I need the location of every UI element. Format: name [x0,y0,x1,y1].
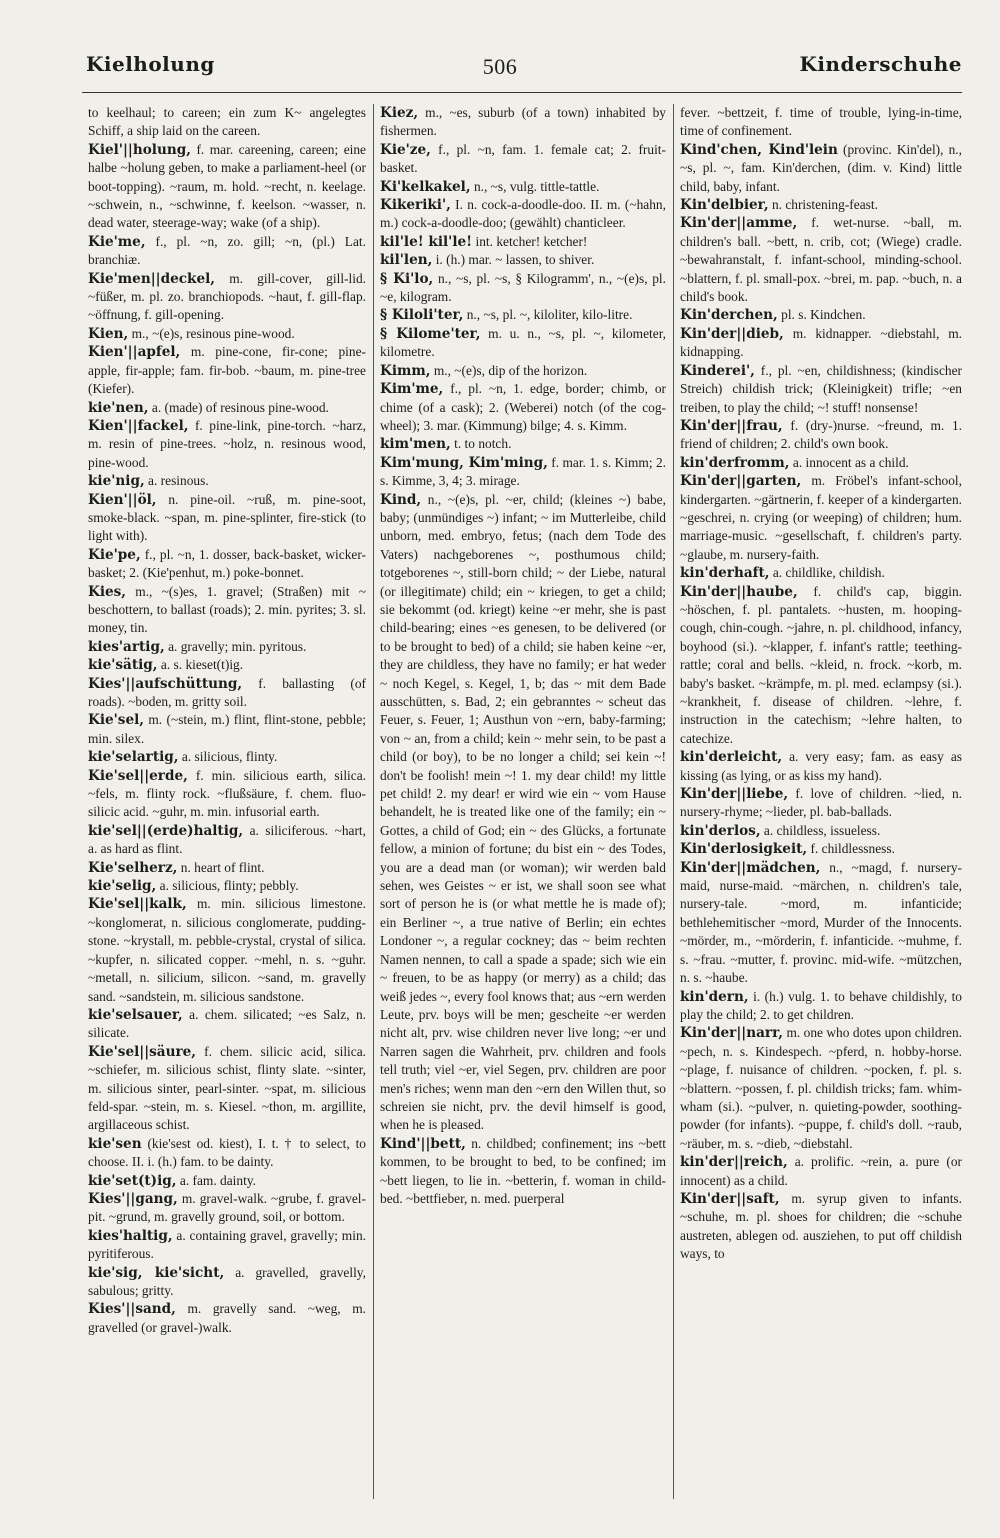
entry-definition: n., ~s, vulg. tittle-tattle. [473,178,600,194]
dictionary-entry [88,1227,366,1264]
headword: Kinderei', [680,362,755,379]
column-3 [680,104,962,1499]
headword: Kie'pe, [88,546,141,563]
headword: Kie'sel||erde, [88,767,188,784]
headword: Kin'derlosigkeit, [680,841,808,858]
dictionary-entry [680,583,962,749]
headword: kie'set(t)ig, [88,1172,177,1189]
headword: Kin'der||narr, [680,1025,783,1042]
entry-definition: I. n. cock-a-doodle-doo. II. m. (~hahn, m.) cock-a-doodle-doo; (gewählt) chanticleer. [380,197,666,231]
headword: Kiel'||holung, [88,141,191,158]
dictionary-entry [88,1043,366,1135]
dictionary-entry [680,840,962,858]
dictionary-entry [380,306,666,324]
entry-definition: n., ~s, pl. ~s, § Kilogramm', n., ~(e)s, pl. ~e, kilogram. [380,270,666,305]
dictionary-entry [680,1024,962,1153]
entry-definition: pl. s. Kindchen. [781,307,866,323]
dictionary-entry [680,362,962,417]
headword: kie'sel||(erde)haltig, [88,822,244,839]
dictionary-entry [380,270,666,307]
dictionary-entry [680,325,962,362]
headword: Kies, [88,583,127,600]
page-number: 506 [482,54,518,79]
entry-definition: f. min. silicious earth, silica. ~fels, m. flinty rock. ~flußsäure, f. chem. fluo-silicic acid. ~guhr, m. min. infusorial earth. [88,767,366,820]
headword: Kind'||bett, [380,1135,466,1152]
dictionary-entry [88,141,366,233]
headword: Kin'der||frau, [680,417,783,434]
headword: kies'artig, [88,638,165,655]
headword: kie'selsauer, [88,1006,183,1023]
headword: kin'derfromm, [680,454,790,471]
entry-definition: a. s. kieset(t)ig. [160,657,244,673]
entry-definition: f. wet-nurse. ~ball, m. children's ball. ~bett, n. crib, cot; (Wiege) cradle. ~bewahranstalt, f. infant-school, minding-school. ~blattern, f. pl. small-pox. ~brei, m. pap. ~buch, n. a child's book. [680,215,962,305]
dictionary-entry [680,859,962,988]
headword: Kin'der||dieb, [680,325,784,342]
entry-definition: t. to notch. [454,436,512,452]
entry-definition: a. siliciferous. ~hart, a. as hard as flint. [88,822,366,857]
column-2 [380,104,666,1499]
headword: Kie'selherz, [88,859,178,876]
headword: kin'derleicht, [680,749,783,766]
dictionary-entry [380,325,666,362]
dictionary-entry [88,1190,366,1227]
headword: Kin'der||garten, [680,473,802,490]
headword: Kiez, [380,105,419,121]
column-1 [88,104,366,1499]
dictionary-entry [88,1300,366,1337]
dictionary-entry [680,564,962,582]
entry-definition: f., pl. ~n, fam. 1. female cat; 2. fruit-basket. [380,141,666,176]
entry-definition: m. kidnapper. ~diebstahl, m. kidnapping. [680,325,962,360]
headword: Kien, [88,325,129,342]
entry-definition: i. (h.) mar. ~ lassen, to shiver. [435,252,595,268]
entry-definition: int. ketcher! ketcher! [475,233,588,249]
column-divider [673,104,674,1499]
headword: kie'sätig, [88,657,158,674]
entry-definition: a. resinous. [148,473,209,489]
headword: Kie'me, [88,233,146,250]
dictionary-entry [380,104,666,141]
entry-definition: a. fam. dainty. [179,1172,256,1188]
dictionary-entry [380,233,666,251]
dictionary-entry [88,675,366,712]
entry-definition: a. gravelly; min. pyritous. [168,638,307,654]
right-guideword: Kinderschuhe [799,52,962,76]
dictionary-entry [88,767,366,822]
dictionary-entry [88,417,366,472]
headword: Kies'||gang, [88,1190,178,1207]
entry-definition: f. pine-link, pine-torch. ~harz, m. resin of pine-trees. ~holz, n. resinous wood, pine-wood. [88,417,366,470]
headword: kie'selig, [88,878,157,895]
dictionary-entry [88,233,366,270]
entry-definition: m. pine-cone, fir-cone; pine-apple, fir-apple; fam. fir-bob. ~baum, m. pine-tree (Kiefer). [88,344,366,397]
entry-definition: n. heart of flint. [180,859,265,875]
dictionary-entry [680,785,962,822]
headword: Kie'ze, [380,141,431,158]
headword: Kim'mung, Kim'ming, [380,454,548,471]
dictionary-entry [680,988,962,1025]
dictionary-entry [380,178,666,196]
entry-definition: m. syrup given to infants. ~schuhe, m. pl. shoes for children; die ~schuhe austreten, ablegen od. ausziehen, to put off childish ways, to [680,1190,962,1262]
dictionary-entry [680,472,962,564]
dictionary-entry [680,454,962,472]
dictionary-entry [380,141,666,178]
dictionary-entry [88,583,366,638]
headword: Kien'||öl, [88,491,157,508]
entry-definition: m. min. silicious limestone. ~konglomerat, n. silicious conglomerate, pudding-stone. ~krystall, m. pebble-crystal, crystal of silica. ~kupfer, n. silicated copper. ~mehl, n. s. ~guhr. ~metall, n. silicium, silicon. ~sand, m. gravelly sand. ~sandstein, m. silicious sandstone. [88,896,366,1004]
entry-definition: m. gravelly sand. ~weg, m. gravelled (or gravel-)walk. [88,1301,366,1335]
dictionary-entry [380,1135,666,1209]
entry-definition: a. childlike, childish. [772,565,885,581]
entry-definition: n. pine-oil. ~ruß, m. pine-soot, smoke-black. ~span, m. pine-splinter, fire-stick (to light with). [88,491,366,544]
entry-definition: m. one who dotes upon children. ~pech, n. s. Kindespech. ~pferd, n. hobby-horse. ~plage, f. nuisance of children. ~pocken, f. pl. s. ~blattern. ~possen, f. pl. childish tricks; fam. whim-wham (si.). ~pulver, n. quieting-powder, soothing-powder (for infants). ~puppe, f. child's doll. ~raub, ~räuber, m. s. ~dieb, ~diebstahl. [680,1025,962,1151]
headword: kin'dern, [680,988,749,1005]
headword: kie'nen, [88,399,149,416]
headword: Kie'sel||kalk, [88,896,187,913]
dictionary-entry [88,472,366,490]
dictionary-entry [88,325,366,343]
headword: kin'der||reich, [680,1154,788,1171]
entry-definition: m., ~es, suburb (of a town) inhabited by fishermen. [380,105,666,139]
entry-definition: a. silicious, flinty. [181,749,278,765]
entry-definition: (provinc. Kin'del), n., ~s, pl. ~, fam. Kin'derchen, (dim. v. Kind) little child, baby, infant. [680,141,962,194]
entry-definition: f., pl. ~en, childishness; (kindischer Streich) childish trick; (Kleinigkeit) trifle; ~en treiben, to play the child; ~! stuff! nonsense! [680,362,962,415]
dictionary-entry [680,104,962,141]
headword: Kin'der||liebe, [680,786,789,803]
headword: Kien'||fackel, [88,417,189,434]
entry-definition: f. mar. careening, careen; eine halbe ~holung geben, to make a parliament-heel (or boot-topping). ~raum, m. hold. ~recht, n. keelage. ~schwein, n., ~schwinne, f. keelson. ~wasser, n. dead water, steerage-way; wake (of a ship). [88,141,366,231]
entry-definition: n., ~s, pl. ~, kiloliter, kilo-litre. [466,307,633,323]
entry-definition: a. chem. silicated; ~es Salz, n. silicate. [88,1006,366,1041]
entry-definition: m. gill-cover, gill-lid. ~füßer, m. pl. zo. branchiopods. ~haut, f. gill-flap. ~öffnung, f. gill-opening. [88,270,366,323]
dictionary-entry [680,417,962,454]
dictionary-entry [88,1172,366,1190]
headword: Kin'delbier, [680,197,769,214]
entry-definition: f. love of children. ~lied, n. nursery-rhyme; ~lieder, pl. bab-ballads. [680,786,962,820]
header-rule [82,92,962,93]
entry-definition: f. childlessness. [810,841,895,857]
entry-definition: f. (dry-)nurse. ~freund, m. 1. friend of children; 2. child's own book. [680,417,962,452]
headword: kie'selartig, [88,749,179,766]
entry-definition: a. (made) of resinous pine-wood. [151,399,329,415]
headword: kies'haltig, [88,1227,173,1244]
dictionary-entry [88,822,366,859]
headword: Kin'der||amme, [680,215,798,232]
headword: Kin'derchen, [680,307,778,324]
entry-definition: f. mar. 1. s. Kimm; 2. s. Kimme, 3, 4; 3. mirage. [380,454,666,489]
dictionary-entry [680,1190,962,1264]
headword: kil'len, [380,252,433,269]
headword: Kikeriki', [380,197,451,214]
dictionary-entry [88,399,366,417]
headword: kin'derhaft, [680,565,770,582]
headword: Kind'chen, Kind'lein [680,141,838,158]
dictionary-entry [88,104,366,141]
dictionary-entry [380,435,666,453]
headword: kim'men, [380,436,451,453]
dictionary-entry [88,491,366,546]
entry-definition: m. Fröbel's infant-school, kindergarten. ~gärtnerin, f. keeper of a kindergarten. ~geschrei, n. crying (or weeping) of children; hum. marriage-music. ~gesellschaft, f. children's party. ~glaube, m. nursery-faith. [680,473,962,562]
dictionary-entry [88,343,366,398]
entry-definition: f. ballasting (of roads). ~boden, m. gritty soil. [88,675,366,709]
entry-definition: n., ~magd, f. nursery-maid, nurse-maid. ~märchen, n. children's tale, nursery-tale. ~mord, m. infanticide; bethlehemitischer ~mord, Murder of the Innocents. ~mörder, m., ~mörderin, f. infanticide. ~muhme, f. s. ~frau. ~mutter, f. provinc. mid-wife. ~mützchen, n. s. ~haube. [680,859,962,986]
entry-definition: m. (~stein, m.) flint, flint-stone, pebble; min. silex. [88,712,366,746]
dictionary-entry [380,362,666,380]
headword: Kimm, [380,362,431,379]
headword: Kies'||sand, [88,1301,176,1318]
dictionary-entry [88,656,366,674]
entry-definition: f. chem. silicic acid, silica. ~schiefer, m. silicious schist, flinty slate. ~sinter, m. silicious sinter, pearl-sinter. ~spat, m. silicious feld-spar. ~stein, m. s. Kiesel. ~thon, m. argillite, argillaceous schist. [88,1043,366,1133]
entry-definition: f., pl. ~n, zo. gill; ~n, (pl.) Lat. branchiæ. [88,233,366,268]
headword: Kie'men||deckel, [88,270,215,287]
dictionary-entry [88,748,366,766]
entry-definition: m. u. n., ~s, pl. ~, kilometer, kilometre. [380,325,666,360]
dictionary-entry [88,1264,366,1301]
entry-definition: m., ~(s)es, 1. gravel; (Straßen) mit ~ beschottern, to ballast (roads); 2. min. pyrites; 3. sl. money, tin. [88,583,366,636]
entry-definition: m., ~(e)s, resinous pine-wood. [131,325,295,341]
dictionary-entry [88,270,366,325]
dictionary-entry [380,491,666,1135]
headword: Kin'der||mädchen, [680,859,821,876]
dictionary-entry [88,1006,366,1043]
headword: Kien'||apfel, [88,344,181,361]
dictionary-entry [88,895,366,1005]
headword: kie'sig, kie'sicht, [88,1264,225,1281]
entry-definition: a. childless, issueless. [763,822,881,838]
dictionary-entry [88,711,366,748]
dictionary-entry [380,196,666,233]
entry-definition: m. gravel-walk. ~grube, f. gravel-pit. ~grund, m. gravelly ground, soil, or bottom. [88,1190,366,1225]
dictionary-entry [680,1153,962,1190]
headword: kie'nig, [88,473,145,490]
entry-definition: a. prolific. ~rein, a. pure (or innocent) as a child. [680,1154,962,1188]
entry-definition: a. very easy; fam. as easy as kissing (as lying, or as kiss my hand). [680,749,962,783]
entry-definition: a. innocent as a child. [792,454,909,470]
dictionary-entry [88,877,366,895]
headword: Kin'der||saft, [680,1190,780,1207]
entry-definition: a. gravelled, gravelly, sabulous; gritty. [88,1264,366,1298]
entry-definition: n., ~(e)s, pl. ~er, child; (kleines ~) babe, baby; (unmündiges ~) infant; ~ im Mutterleibe, child unborn, med. embryo, fetus; (nach dem Tode des Vaters) nachgeborenes ~, posthumous child; totgeborenes ~, still-born child; ~ der Liebe, natural (or illegitimate) child; ein ~ kriegen, to get a child; sie bekommt (od. kriegt) keine ~er mehr, she is past child-bearing; eines ~es genesen, to be delivered (or to be brought to bed) of a child; sie haben keine ~er, they are childless, they have no family; er hat weder ~ noch Kegel, s. Kegel, 1, b; das ~ mit dem Bade ausschütten, s. Bad, 2; ein gebranntes ~ scheut das Feuer, s. Feuer, 1; Austhun von ~ern, baby-farming; von ~ an, from a child; kein ~ mehr sein, to be past a child (or boy), to be no longer a child; sei kein ~! don't be foolish! mein ~! 1. my dear child! my little pet child! 2. my dear! er wird wie ein ~ vom Hause behandelt, he is treated like one of the family; ein ~ Gottes, a child of God; ein ~ des Glücks, a fortunate fellow, a minion of fortune; du bist ein ~ des Todes, you are a dead man (or woman); wir werden bald sehen, wes Geistes ~ er ist, we shall soon see what sort of person he is (or what mettle he is made of); ein Berliner ~, a true native of Berlin; ein echtes Londoner ~, a regular cockney; das ~ beim rechten Namen nennen, to call a spade a spade; sich wie ein ~ freuen, to be as happy (or merry) as a child; das weiß jedes ~, every fool knows that; aus ~ern werden Leute, prv. boys will be men; gescheite ~er werden nicht alt, prv. wise children never live long; ~er und Narren sagen die Wahrheit, prv. children and fools tell truth; viel ~er, viel Segen, prv. children are poor men's riches; wenn man den ~ern den Willen thut, so schreien sie nicht, prv. the devil himself is good, when he is pleased. [380,491,666,1133]
headword: Kim'me, [380,381,444,398]
dictionary-entry [680,822,962,840]
headword: Ki'kelkakel, [380,178,471,195]
entry-definition: n. christening-feast. [771,197,878,213]
headword: kin'derlos, [680,822,761,839]
headword: Kin'der||haube, [680,583,798,600]
entry-definition: (kie'sest od. kiest), I. t. † to select, to choose. II. i. (h.) fam. to be dainty. [88,1135,366,1170]
entry-definition: a. containing gravel, gravelly; min. pyritiferous. [88,1227,366,1262]
headword: Kies'||aufschüttung, [88,675,243,692]
entry-definition: to keelhaul; to careen; ein zum K~ angelegtes Schiff, a ship laid on the careen. [88,105,366,139]
dictionary-entry [680,196,962,214]
dictionary-entry [680,214,962,306]
dictionary-entry [88,859,366,877]
dictionary-entry [88,546,366,583]
headword: Kind, [380,491,422,508]
headword: Kie'sel, [88,712,144,729]
entry-definition: n. childbed; confinement; ins ~bett kommen, to be brought to bed, to be confined; im ~bett liegen, to lie in. ~betterin, f. woman in child-bed. ~bettfieber, n. med. puerperal [380,1135,666,1206]
entry-definition: f., pl. ~n, 1. edge, border; chimb, or chime (of a cask); 2. (Weberei) notch (of the cog-wheel); 3. mar. (Kimmung) bilge; 4. s. Kimm. [380,381,666,433]
dictionary-entry [88,1135,366,1172]
entry-definition: f., pl. ~n, 1. dosser, back-basket, wicker-basket; 2. (Kie'penhut, m.) poke-bonnet. [88,546,366,581]
column-divider [373,104,374,1499]
entry-definition: fever. ~bettzeit, f. time of trouble, lying-in-time, time of confinement. [680,105,962,139]
entry-definition: m., ~(e)s, dip of the horizon. [433,362,588,378]
entry-definition: a. silicious, flinty; pebbly. [159,878,299,894]
left-guideword: Kielholung [86,52,215,76]
entry-definition: i. (h.) vulg. 1. to behave childishly, to play the child; 2. to get children. [680,988,962,1022]
dictionary-entry [380,454,666,491]
headword: § Kiloli'ter, [380,307,464,324]
headword: kil'le! kil'le! [380,233,473,250]
headword: kie'sen [88,1135,142,1152]
headword: Kie'sel||säure, [88,1043,197,1060]
entry-definition: f. child's cap, biggin. ~höschen, f. pl. pantalets. ~husten, m. hooping-cough, chin-cough. ~jahre, n. pl. childhood, infancy, boyhood (si.). ~klapper, f. infant's rattle; teething-rattle; coral and bells. ~kleid, n. frock. ~korb, m. baby's basket. ~krämpfe, m. pl. med. eclampsy (si.). ~krankheit, f. disease of children. ~lehre, f. instruction in the catechism; ~lehre halten, to catechize. [680,583,962,746]
dictionary-entry [680,306,962,324]
dictionary-entry [88,638,366,656]
dictionary-entry [380,380,666,435]
dictionary-entry [680,748,962,785]
dictionary-entry [680,141,962,196]
headword: § Ki'lo, [380,270,434,287]
headword: § Kilome'ter, [380,325,481,342]
dictionary-entry [380,251,666,269]
